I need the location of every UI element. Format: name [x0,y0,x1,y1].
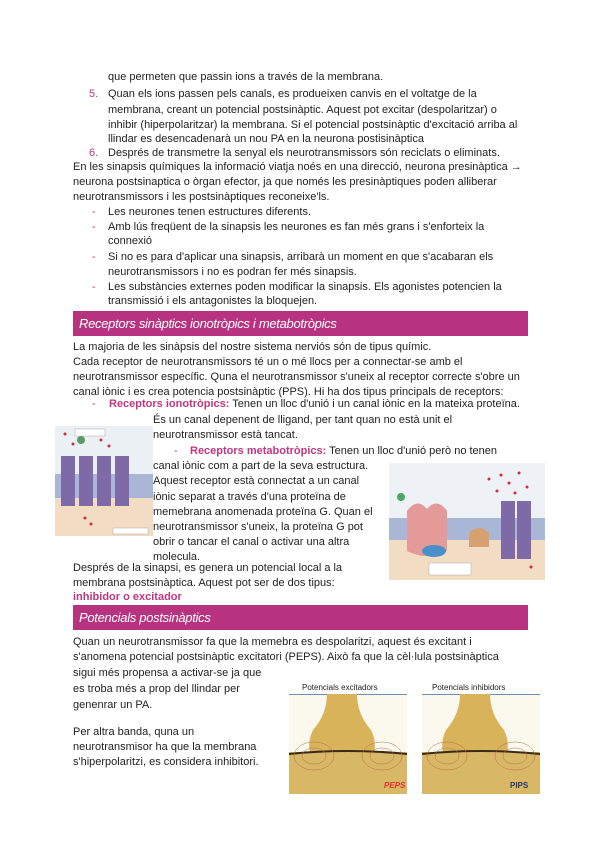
bullet-line: connexió [108,235,153,247]
paragraph-line: neurotransmissors i les postsinàptiques reconeixe'ls. [73,191,330,203]
figure-caption-excitatory: Potencials excitadors [302,683,378,692]
list-number: 6. [89,147,99,159]
bullet-line: transmissió i els antagonistes la bloquejen. [108,295,318,307]
list-continuation: que permeten que passin ions a través de la membrana. [108,71,384,83]
metabotropic-text: Tenen un lloc d'unió però no tenen [329,445,498,457]
metabotropic-line [190,444,497,458]
inhibitory-potential-figure [422,694,540,794]
ionotropic-text: Tenen un lloc d'unió i un canal iònic en la mateixa proteïna. [232,398,520,410]
metabotropic-label: Receptors metabotròpics: [190,445,327,457]
metabotropic-line: obrir o tancar el canal o activar una altra [153,536,350,548]
ionotropic-line: És un canal depenent de lligand, per tant quan no està unit el [153,414,453,426]
metabotropic-line: Aquest receptor està connectat a un canal [153,475,360,487]
ionotropic-receptor-figure [55,426,153,536]
section-heading-postsynaptic-potentials: Potencials postsinàptics [73,605,528,630]
paragraph-line: neurotransmisor ha que la membrana [73,741,257,753]
paragraph-line: neurotransmissor específic. Quna el neurotransmissor s'uneix al receptor correcte s'obre un [73,371,520,383]
paragraph-line: canal iònic i es crea potencia postsinàptic (PPS). Hi ha dos tipus principals de receptors: [73,386,504,398]
paragraph-line: es troba més a prop del llindar per [73,683,240,695]
list-item-5-line: llindar es desencadenarà un nou PA en la neurona postisinàptica [108,133,424,145]
list-item-6: Després de transmetre la senyal els neurotransmissors són reciclats o eliminats. [108,147,500,159]
bullet-dash: - [92,221,96,233]
pips-label: PIPS [510,781,529,790]
paragraph-line: s'anomena potencial postsinàptic excitatori (PEPS). Això fa que la cèl·lula postsinàptica [73,651,499,663]
paragraph-line: Després de la sinapsi, es genera un potencial local a la [73,562,343,574]
bullet-line: Les substàncies externes poden modificar la sinapsis. Els agonistes potencien la [108,281,502,293]
paragraph-line: sigui més propensa a activar-se ja que [73,667,262,679]
paragraph-line: Cada receptor de neurotransmissors té un o mé llocs per a connectar-se amb el [73,356,463,368]
peps-label: PEPS [384,781,406,790]
paragraph-line: s'hiperpolaritzi, es considera inhibitori. [73,756,259,768]
bullet-line: Si no es para d'aplicar una sinapsis, arribarà un moment en que s'acabaran els [108,251,494,263]
bullet-dash: - [92,206,96,218]
bullet-line: Les neurones tenen estructures diferents. [108,206,312,218]
metabotropic-line: memebrana anomenada proteïna G. Quan el [153,506,373,518]
metabotropic-line: iònic separat a través d'una proteïna de [153,491,346,503]
figure-caption-inhibitory: Potencials inhibidors [432,683,506,692]
bullet-dash: - [92,398,96,410]
bullet-dash: - [174,445,178,457]
paragraph-line: neurona postsinaptica o òrgan efector, ja que només les presinàptiques poden alliberar [73,176,497,188]
ionotropic-line [109,397,520,411]
metabotropic-line: neurotransmissor s'uneix, la proteïna G pot [153,521,363,533]
bullet-line: Amb lús freqüent de la sinapsis les neurones es fan més grans i s'enforteix la [108,221,485,233]
bullet-dash: - [92,251,96,263]
metabotropic-line: molecula. [153,551,201,563]
potential-types: inhibidor o excitador [73,591,182,603]
ionotropic-line: neurotransmissor està tancat. [153,429,298,441]
excitatory-potential-figure [289,694,407,794]
paragraph-line: La majoria de les sinàpsis del nostre sistema nerviós són de tipus químic. [73,341,432,353]
list-item-5-line: inhibir (hiperpolaritzar) la membrana. Si el potencial postsinàptic d'excitació arriba al [108,119,518,131]
list-item-5-line: Quan els ions passen pels canals, es produeixen canvis en el voltatge de la [108,88,477,100]
ionotropic-label: Receptors ionotròpics: [109,398,230,410]
paragraph-line: membrana postsinàptica. Aquest pot ser de dos tipus: [73,577,335,589]
section-heading-receptors: Receptors sinàptics ionotròpics i metabotròpics [73,311,528,336]
paragraph-line: Quan un neurotransmissor fa que la memebra es despolaritzi, aquest és excitant i [73,636,472,648]
list-number: 5. [89,88,99,100]
paragraph-line: genenrar un PA. [73,699,153,711]
bullet-dash: - [92,281,96,293]
paragraph-line: En les sinapsis químiques la informació viatja noés en una direcció, neurona presinàptica → [73,161,522,173]
metabotropic-line: canal iònic com a part de la seva estructura. [153,460,369,472]
paragraph-line: Per altra banda, quna un [73,726,195,738]
bullet-line: neurotransmissors i no es podran fer més sinapsis. [108,266,357,278]
metabotropic-receptor-figure [389,463,545,580]
list-item-5-line: membrana, creant un potencial postsinàptic. Aquest pot excitar (despolaritzar) o [108,104,497,116]
